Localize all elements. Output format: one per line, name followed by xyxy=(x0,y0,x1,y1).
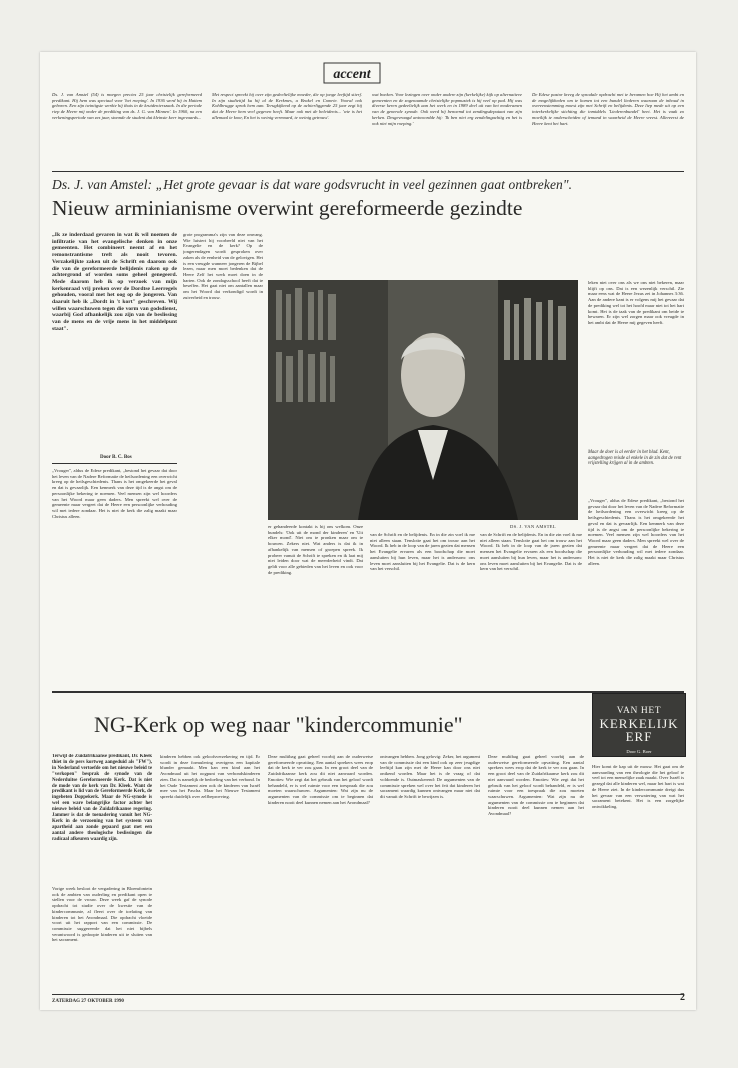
second-article-lead: Terwijl de Zuidafrikaanse predikant, Dr. Kleek thiet in de pers kortweg aangeduid als "FW"), in Nederland vertoefde om het nieuwe beleid te "verkopen" besprak de synode van de Nederduitse Gereformeerde Kerk. Dat is niet de mode van de kerk van Dr. Kleek. Want de predikant is lid van de Gereformeerde Kerk, de ingebeten Doppekerk. Maar de NG-synode is wel een ware belangrijke factor achter het nieuwe beleid van de Zuidafrikaanse regering. Jammer is dat de toenadering vanuit het NG-Kerk in de verzoening van het systeem van apartheid aan zonde gepaard gaat met een aantal andere theologische beslissingen die radicaal afkeuren waardig zijn. xyxy=(52,754,152,842)
article-byline: Door B. C. Bos xyxy=(100,455,132,460)
second-column-5: Hier komt de kap uit de mouw. Het gaat om de aanvaarding van een theologie die het geloof te veel tot een menselijke zaak maakt. Over Israël is gezegd dat alle kinderen wel, maar het hart is wat de Heere ziet. In de kindercommunie dreigt dus het gevaar van een verwatering van wat het sacrament betekent. Het is een zorgelijke ontwikkeling. xyxy=(592,764,684,809)
intro-column-1: Ds. J. van Amstel (54) is morgen precies 25 jaar christelijk gereformeerd predikant. Hij hem was speciaal voor 'het roeping'. In 1936 werd hij in Hattem geboren. Een zijn twintigste werkte hij thuis in de kruidenierszaak. In die periode riep de Heere mij onder de prediking van ds. J. G. van Minnen'. In 1960, na een verkeningsperiode van zes jaar, stonnde de student dat kleinste keer ingevaards... xyxy=(52,92,202,120)
logo-line-1: VAN HET xyxy=(616,706,662,716)
article-column-3: er gehandeerde kontakt is hij ons welkom. Onze bundels: 'Ook uit de mond der kinderen' en 'Uit elker mond'. Niet om te pronken maar om te bouwen. Zekers niet. Wat anders is dat ik in afhankelijk van mensen of groepen spreek. Ik probeer vanuit de Schrift te spreken en ik laat mij niet leiden door wat de meerderheid vindt. Dat geldt voor alle gebieden van het leven en ook voor de prediking. xyxy=(268,524,363,575)
article-column-7: van de Schrift en de belijdenis. En in die zin voel ik me niet alleen staan. Tenslotte gaat het om trouw aan het Woord. Ik heb in de loop van de jaren gezien dat mensen het Evangelie ervaren als een boodschap die moet aansluiten bij hun leven, maar het is andersom: ons leven moet aansluiten bij het Evangelie. Dat is de kern van het verschil. xyxy=(480,532,582,572)
section-rule xyxy=(52,691,684,693)
second-headline: NG-Kerk op weg naar "kindercommunie" xyxy=(94,712,463,737)
second-column-4: ontvangen hebben. Jong gelovig: Zeker, het argument van de commissie dat een kind ook op zeer jeugdige leeftijd kan zijn met de Heere kan door ons niet ontkend worden. Maar het is de vraag of dat voldoende is. Outmaskerend: De argumenten van de commissie spreken wel over het feit dat kinderen het sacrament waardig kunnen ontvangen maar niet dat dit vanuit de Schrift te bewijzen is. xyxy=(380,754,480,799)
article-column-4: van de Schrift en de belijdenis. En in die zin voel ik me niet alleen staan. Tenslotte gaat het om trouw aan het Woord. Ik heb in de loop van de jaren gezien dat mensen het Evangelie ervaren als een boodschap die moet aansluiten bij hun leven, maar het is andersom: ons leven moet aansluiten bij het Evangelie. Dat is de kern van het verschil. xyxy=(370,532,475,572)
main-headline: Nieuw arminianisme overwint gereformeerde gezindte xyxy=(52,196,523,220)
article-column-1: „Vrouger", aldus de Edese predikant, „bestond het gevaar dat door het leven van de Nadere Reformatie de heilsordening een overwicht kreeg op de heilsgeschiedenis. Thans is het omgekeerde het geval en dat is gevaarlijk. Een kenmerk van deze tijd is de angst om de persoonlijke bekering te noemen. Veel mensen zijn wel hoorders van het Woord maar geen daders. Men spreekt wel over de gemeente maar vergeet dat de Heere een persoonlijke verhouding wil met iedere zondaar. Het is niet de kerk die zalig maakt maar Christus alleen. xyxy=(52,468,177,519)
photo-name-label: DS. J. VAN AMSTEL xyxy=(510,524,556,529)
article-column-6: „Vrouger", aldus de Edese predikant, „bestond het gevaar dat door het leven van de Nadere Reformatie de heilsordening een overwicht kreeg op de heilsgeschiedenis. Thans is het omgekeerde het geval en dat is gevaarlijk. Een kenmerk van deze tijd is de angst om de persoonlijke bekering te noemen. Veel mensen zijn wel hoorders van het Woord maar geen daders. Men spreekt wel over de gemeente maar vergeet dat de Heere een persoonlijke verhouding wil met iedere zondaar. Het is niet de kerk die zalig maakt maar Christus alleen. xyxy=(588,498,684,566)
photo-caption: Maar de doer is al eerder in het blad. Kent, aangedrogen reisde al enkele in de zin dat de rent vrijstelling krijgen al in de ambten. xyxy=(588,450,682,467)
top-rule xyxy=(52,171,684,172)
logo-author: Door G. Boer xyxy=(626,749,652,754)
masthead-text: accent xyxy=(333,67,371,82)
article-column-5: leken niet over ons als we ons niet bekeren, maar blijft op ons. Dat is een wezenlijk verschil. Zie maar eens wat de Heere Jezus zei in Johannes 3:36. Aan de andere kant is er volgens mij het gevaar dat de prediking wel tot het hoofd maar niet tot het hart komt. Het is de taak van de predikant om beide te bewaren. Er zijn wel zorgen maar ook vreugde in het ambt dat de Heere mij gegeven heeft. xyxy=(588,280,684,325)
second-column-1: Vorige week besloot de vergadering in Bloemfontein ook de ambten van ouderling en predikant open te stellen voor de vrouw. Deze week gaf de synode opdracht tot studie over de kwestie van de kindercommunie, al fleert over de toelating van kinderen tot het Avondmaal. Die opdracht vloeide voort uit het rapport van een commissie. De commissie suggereerde dat het niet bijbels verantwoord is gedoopte kinderen uit te sluiten van het sacrament. xyxy=(52,886,152,943)
byline-rule xyxy=(52,463,177,464)
page-number: 2 xyxy=(680,992,685,1003)
logo-line-3: ERF xyxy=(625,729,653,744)
intro-column-4: De Edese pastor kreeg de synodale opdracht met te beramen hoe Hij het ambt en de mogelijkheden om te komen tot een bundel liederen waaraan de inhoud in overeenstemming moest zijn met Schrift en belijdenis. Deze liep mede uit op een interkerkelijke stichting die inmiddels 'Liederenbundel' heet. Het is vaak zo moeilijk te onderscheiden of iemand in waarheid de Heere vreest. Allereerst de Heere kent het hart. xyxy=(532,92,684,126)
newspaper-page xyxy=(40,52,696,1010)
second-column-3: Deze multibag gaat geheel voorbij aan de ouderwetse gereformeerde opvatting. Een aantal sprekers wees erop dat de kerk te ver zou gaan. In een groot deel van de Zuidafrikaanse kerk zou dit niet aanvaard worden. Emoties: Wie zegt dat het gebruik van het geloof wordt behandeld, er is wel ruimte voor een toespraak die zou moeten waarschuwen. Argumenten: Wat zijn nu de argumenten van de commissie om te beginnen dat kinderen nooit deel kunnen nemen aan het Avondmaal? xyxy=(268,754,373,805)
footer-date: ZATERDAG 27 OKTOBER 1990 xyxy=(52,999,124,1004)
article-lead: „Ik ze inderdaad gevaren in wat ik wil noemen de infiltratie van het evangelische denken in onze gemeenten. Het combineert neemt af en het remonstrantisme treft als nooit tevoren. Verzakelijkte zaken uit de Schrift en daarom ook die van de gereformeerde belijdenis raken op de achtergrond of worden soms geheel genegeerd. Mede daarom heb ik op verzoek van mijn kerkenraad vrij preken over de Dordtse Leerregels gehouden, vooral met het oog op de jongeren. Van daaruit heb ik „Dordt in 't kort" geschreven. Wij willen waarschuwen tegen die vorm van godsdienst, waarbij God afhankelijk zou zijn van de beslissing van de mens en de vrije mens in het middelpunt staat". xyxy=(52,232,177,332)
second-column-6: Deze multibag gaat geheel voorbij aan de ouderwetse gereformeerde opvatting. Een aantal sprekers wees erop dat de kerk te ver zou gaan. In een groot deel van de Zuidafrikaanse kerk zou dit niet aanvaard worden. Emoties: Wie zegt dat het gebruik van het geloof wordt behandeld, er is wel ruimte voor een toespraak die zou moeten waarschuwen. Argumenten: Wat zijn nu de argumenten van de commissie om te beginnen dat kinderen nooit deel kunnen nemen aan het Avondmaal? xyxy=(488,754,584,817)
article-column-2: grote programma's zijn van deze omvang. Wie luistert hij voorbeeld niet van het Evangelie en de kerk? Op de jongerendagen wordt gesproken over zaken als de eenheid van de gelovigen. Het is een vreugde wanneer jongeren de Bijbel lezen, maar men moet bedenken dat de Heere Zelf het werk moet doen in de harten. Ook de zondagsschool heeft dat te beseffen. Het gaat niet om aantallen maar om het Woord dat verkondigd wordt in zuiverheid en trouw. xyxy=(183,232,263,300)
masthead-logo xyxy=(322,60,382,86)
second-column-2: kinderen hebben ook geloofsverzekering en tijd. Er wordt in deze formulering overigens een kapitale blunder gemaakt. Men kan een kind aan het Avondmaal uit het oogpunt van verbondskinderen zien. Dat is namelijk de bedoeling van het verbond. In het Oude Testament aten ook de kinderen van Israël mee van het Pascha. Maar het Nieuwe Testament spreekt duidelijk over zelfbeproeving. xyxy=(160,754,260,799)
intro-column-3: wat boeken. Voor lezingen over onder andere zijn (kerkelijke) kijk op alternatieve gemeenten en de zogenaamde christelijke popmuziek is hij veel op pad. Hij was diverse keren gedeeltelijk aan het werk en in 1989 deel uit van het moderamen van de generale synode. Ook werd hij benoemd tot zendingsdeputaat van zijn kerken. Desgevraagd antwoordde hij: 'Ik ben niet erg zendelingachtig en het is ook niet mijn roeping.' xyxy=(372,92,522,126)
column-logo xyxy=(592,693,686,757)
logo-line-2: KERKELIJK xyxy=(599,716,679,731)
intro-column-2: Met respect spreekt hij over zijn gedeeltelijke moeder, die op jonge leeftijd stierf. In zijn studietijd ku hij al de Kerkmes, a Brakel en Comrie. Vooral ook Kohlbrugge sprak hem aan. Terugkijkend op de achterliggende 25 jaar zegt hij dat de Heere hem veel gegeven heeft. Maar ook met de beleidenis... 'wie is het allemaal te koor, En het is weinig vermoard, te weinig getrouw'. xyxy=(212,92,362,120)
kicker-quote: Ds. J. van Amstel: „Het grote gevaar is dat ware godsvrucht in veel gezinnen gaat ontbreken". xyxy=(52,177,573,192)
portrait-photo xyxy=(268,280,578,520)
footer-rule xyxy=(52,994,684,995)
